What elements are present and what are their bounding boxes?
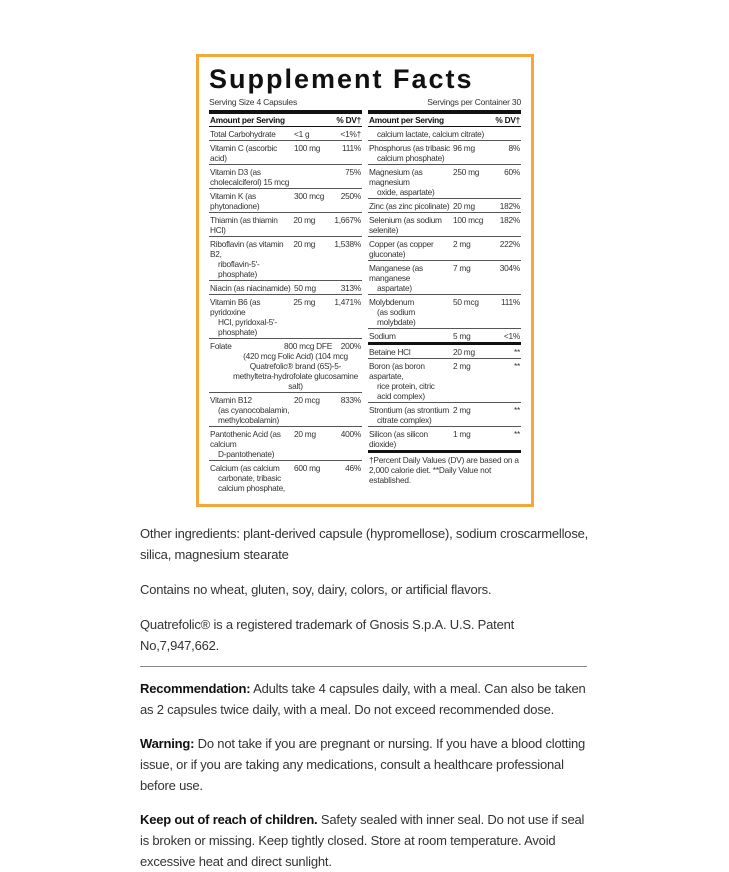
nutrient-row-main [210, 341, 361, 351]
nutrient-source: oxide, aspartate) [377, 186, 435, 197]
nutrient-label [369, 347, 450, 357]
nutrient-amount: 600 mg [294, 462, 321, 473]
nutrient-row [209, 427, 362, 461]
nutrient-amount: 300 mcg [294, 190, 325, 201]
nutrient-row [209, 295, 362, 339]
nutrient-label [210, 429, 291, 459]
nutrient-row-main [369, 405, 520, 425]
nutrient-name: Magnesium (as magnesium [369, 166, 423, 187]
nutrient-row-main [210, 463, 361, 493]
nutrient-row [368, 359, 521, 403]
nutrient-name: Vitamin D3 (as cholecalciferol) 15 mcg [210, 166, 290, 187]
nutrient-row-main [369, 297, 520, 327]
nutrient-row [368, 345, 521, 359]
folate-note: (420 mcg Folic Acid) (104 mcg Quatrefolic® brand (6S)-5-methyltetra-hydrofolate glucosamine salt) [233, 350, 358, 391]
nutrient-row-main [369, 263, 520, 293]
nutrient-name: Vitamin B12 [210, 394, 252, 405]
nutrient-amount: 800 mcg DFE [284, 340, 332, 351]
nutrient-row-main [210, 283, 361, 293]
nutrient-source: citrate complex) [377, 414, 432, 425]
nutrient-dv: ** [514, 428, 520, 439]
nutrient-dv: 313% [340, 282, 361, 293]
nutrient-amount: 20 mcg [294, 394, 320, 405]
nutrient-row-main [369, 167, 520, 197]
nutrient-row-main [210, 215, 361, 235]
nutrient-row [368, 329, 521, 345]
nutrient-amount: 25 mg [293, 296, 316, 307]
nutrient-row-main [210, 143, 361, 163]
divider [140, 666, 587, 667]
nutrient-label [210, 129, 291, 139]
nutrient-label [210, 239, 290, 279]
nutrient-source: (as cyanocobalamin, methylcobalamin) [218, 404, 290, 425]
nutrient-row [368, 165, 521, 199]
nutrient-dv: <1%† [340, 128, 361, 139]
nutrient-name: Manganese (as manganese [369, 262, 423, 283]
nutrient-dv: 1,538% [334, 238, 361, 249]
nutrient-source: rice protein, citric acid complex) [377, 380, 435, 401]
nutrient-name: Vitamin C (ascorbic acid) [210, 142, 278, 163]
nutrient-dv: ** [514, 404, 520, 415]
nutrient-label [369, 167, 450, 197]
facts-columns [209, 110, 521, 494]
nutrient-label [210, 341, 281, 351]
nutrient-name: Betaine HCl [369, 346, 411, 357]
nutrient-dv: 60% [504, 166, 520, 177]
nutrient-name: Vitamin B6 (as pyridoxine [210, 296, 261, 317]
nutrient-label [369, 297, 450, 327]
nutrient-dv: 222% [499, 238, 520, 249]
nutrient-row-main [369, 215, 520, 235]
nutrient-label [369, 263, 450, 293]
nutrient-row-main [369, 201, 520, 211]
nutrient-amount: 20 mg [293, 238, 316, 249]
nutrient-label [210, 167, 291, 187]
nutrient-name: Copper (as copper gluconate) [369, 238, 434, 259]
nutrient-amount: 20 mg [294, 428, 316, 439]
nutrient-name: Boron (as boron aspartate, [369, 360, 425, 381]
nutrient-amount: 100 mg [294, 142, 321, 153]
nutrient-source: calcium phosphate) [377, 152, 445, 163]
nutrient-label [369, 429, 450, 449]
nutrient-amount: 250 mg [453, 166, 480, 177]
nutrient-dv: <1% [503, 330, 520, 341]
recommendation: Recommendation: Adults take 4 capsules daily, with a meal. Can also be taken as 2 capsules twice daily, with a meal. Do not exceed recommended dose. [140, 681, 586, 717]
nutrient-label [210, 395, 291, 425]
nutrient-name: Vitamin K (as phytonadione) [210, 190, 260, 211]
nutrient-amount: 96 mg [453, 142, 475, 153]
nutrient-row-main [210, 297, 361, 337]
nutrient-row-main [369, 143, 520, 163]
nutrient-row [209, 127, 362, 141]
nutrient-name: Selenium (as sodium selenite) [369, 214, 442, 235]
warning: Warning: Do not take if you are pregnant or nursing. If you have a blood clotting issue, or if you are taking any medications, consult a healthcare professional before use. [140, 736, 586, 793]
continued-row: calcium lactate, calcium citrate) [368, 127, 521, 141]
allergen-statement: Contains no wheat, gluten, soy, dairy, colors, or artificial flavors. [140, 582, 492, 597]
nutrient-amount: 7 mg [453, 262, 471, 273]
nutrient-label [210, 215, 290, 235]
nutrient-row [209, 237, 362, 281]
nutrient-source: D-pantothenate) [218, 448, 275, 459]
nutrient-label [369, 143, 450, 163]
nutrient-dv: 111% [342, 142, 361, 153]
nutrient-row [368, 213, 521, 237]
nutrient-name: Zinc (as zinc picolinate) [369, 200, 450, 211]
nutrient-dv: 182% [499, 214, 520, 225]
nutrient-dv: 1,471% [334, 296, 361, 307]
servings-per-container: Servings per Container 30 [427, 97, 521, 107]
nutrient-amount: 50 mcg [453, 296, 479, 307]
nutrient-amount: 1 mg [453, 428, 471, 439]
nutrient-amount: 2 mg [453, 404, 471, 415]
nutrient-name: Riboflavin (as vitamin B2, [210, 238, 284, 259]
footnote: †Percent Daily Values (DV) are based on a 2,000 calorie diet. **Daily Value not established. [369, 455, 519, 485]
nutrient-row [209, 141, 362, 165]
serving-info [209, 97, 521, 108]
nutrient-name: Thiamin (as thiamin HCl) [210, 214, 278, 235]
nutrient-row-main [369, 239, 520, 259]
nutrient-label [369, 239, 450, 259]
nutrient-source: aspartate) [377, 282, 412, 293]
nutrient-row-main [210, 395, 361, 425]
nutrient-dv: 46% [345, 462, 361, 473]
nutrient-row [368, 427, 521, 453]
nutrient-row [209, 189, 362, 213]
nutrient-amount: 100 mcg [453, 214, 484, 225]
nutrient-amount [294, 167, 332, 187]
nutrient-row-main [210, 167, 361, 187]
nutrient-label [369, 361, 450, 401]
nutrient-name: Pantothenic Acid (as calcium [210, 428, 281, 449]
nutrient-row-main [369, 361, 520, 401]
product-info [140, 523, 590, 872]
nutrient-name: Total Carbohydrate [210, 128, 276, 139]
nutrient-name: Phosphorus (as tribasic [369, 142, 450, 153]
panel-title: Supplement Facts [209, 64, 474, 94]
trademark-statement: Quatrefolic® is a registered trademark of Gnosis S.p.A. U.S. Patent No,7,947,662. [140, 617, 515, 653]
nutrient-row-main [210, 129, 361, 139]
left-facts-column [209, 110, 362, 494]
nutrient-amount: 2 mg [453, 360, 471, 371]
nutrient-row [368, 295, 521, 329]
nutrient-label [210, 143, 291, 163]
nutrient-row [209, 213, 362, 237]
nutrient-row [368, 237, 521, 261]
nutrient-row-main [210, 239, 361, 279]
right-facts-column [368, 110, 521, 487]
nutrient-name: Calcium (as calcium [210, 462, 280, 473]
nutrient-dv: 75% [345, 166, 361, 177]
nutrient-dv: 8% [508, 142, 520, 153]
nutrient-row [368, 261, 521, 295]
nutrient-label [369, 215, 450, 235]
nutrient-source: riboflavin-5'-phosphate) [218, 258, 260, 279]
nutrient-row-main [369, 331, 520, 341]
nutrient-amount: 20 mg [293, 214, 316, 225]
nutrient-row [209, 461, 362, 494]
nutrient-amount: 20 mg [453, 346, 475, 357]
nutrient-name: Sodium [369, 330, 396, 341]
nutrient-row [368, 403, 521, 427]
other-ingredients: Other ingredients: plant-derived capsule (hypromellose), sodium croscarmellose, silica, magnesium stearate [140, 526, 589, 562]
nutrient-dv: 111% [501, 296, 520, 307]
nutrient-row-main [369, 429, 520, 449]
nutrient-name: Molybdenum [369, 296, 415, 307]
nutrient-name: Silicon (as silicon dioxide) [369, 428, 428, 449]
nutrient-row [209, 339, 362, 393]
nutrient-dv: 833% [340, 394, 361, 405]
nutrient-dv: 1,667% [334, 214, 361, 225]
nutrient-row-main [369, 347, 520, 357]
nutrient-dv: 200% [340, 340, 361, 351]
nutrient-row-main [210, 429, 361, 459]
nutrient-amount: 5 mg [453, 330, 471, 341]
nutrient-source: HCl, pyridoxal-5'-phosphate) [218, 316, 277, 337]
nutrient-dv: 250% [340, 190, 361, 201]
nutrient-name: Niacin (as niacinamide) [210, 282, 291, 293]
nutrient-row-main [210, 191, 361, 211]
nutrient-label [210, 297, 290, 337]
nutrient-dv: 304% [499, 262, 520, 273]
nutrient-source: carbonate, tribasic calcium phosphate, [218, 472, 285, 493]
keep-out-of-reach: Keep out of reach of children. Safety sealed with inner seal. Do not use if seal is broken or missing. Keep tightly closed. Store at room temperature. Avoid excessive heat and direct sunlight. [140, 812, 585, 869]
nutrient-label [210, 463, 291, 493]
nutrient-label [369, 331, 450, 341]
nutrient-amount: 50 mg [294, 282, 316, 293]
nutrient-dv: 182% [499, 200, 520, 211]
nutrient-row [209, 281, 362, 295]
nutrient-row [368, 199, 521, 213]
nutrient-dv: 400% [340, 428, 361, 439]
nutrient-row [209, 165, 362, 189]
nutrient-row [368, 141, 521, 165]
nutrient-amount: 20 mg [453, 200, 475, 211]
nutrient-name: Strontium (as strontium [369, 404, 450, 415]
nutrient-source: (as sodium molybdate) [377, 306, 416, 327]
nutrient-dv: ** [514, 360, 520, 371]
nutrient-label [369, 201, 450, 211]
nutrient-amount: 2 mg [453, 238, 471, 249]
nutrient-dv: ** [514, 346, 520, 357]
serving-size: Serving Size 4 Capsules [209, 97, 298, 107]
nutrient-label [210, 283, 291, 293]
supplement-facts-panel [196, 54, 534, 507]
nutrient-label [369, 405, 450, 425]
nutrient-row [209, 393, 362, 427]
nutrient-amount: <1 g [294, 128, 310, 139]
nutrient-label [210, 191, 291, 211]
table-header: Amount per Serving % DV† [368, 110, 521, 127]
table-header: Amount per Serving % DV† [209, 110, 362, 127]
nutrient-name: Folate [210, 340, 232, 351]
